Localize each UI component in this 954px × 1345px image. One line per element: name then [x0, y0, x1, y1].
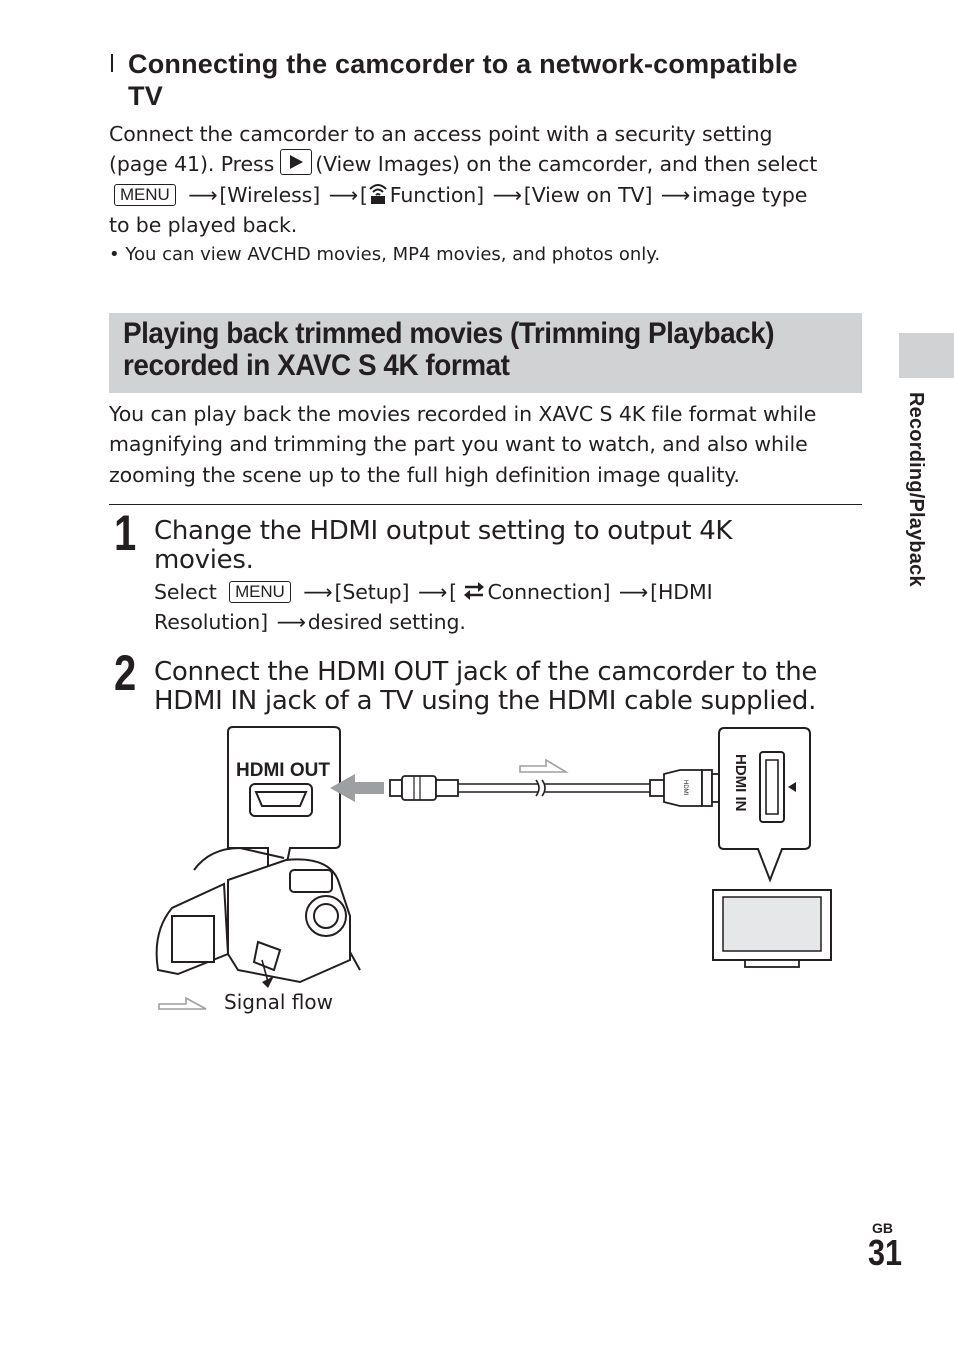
step-heading: [154, 658, 817, 716]
signal-flow-legend-icon: [158, 996, 210, 1014]
arrow-right-icon: ⟶: [618, 580, 649, 604]
text: (page 41). Press: [109, 152, 275, 176]
hdmi-connection-diagram: [150, 720, 840, 995]
hdmi-in-callout: [719, 728, 810, 880]
region-code: GB: [872, 1220, 893, 1236]
arrow-right-icon: ⟶: [492, 183, 522, 207]
menu-key: MENU: [229, 581, 291, 603]
hdmi-out-label: HDMI OUT: [236, 760, 330, 781]
arrow-right-icon: ⟶: [276, 610, 306, 634]
wifi-function-icon: [368, 181, 388, 214]
side-tab-label: Recording/Playback: [905, 392, 927, 587]
menu-key: MENU: [114, 184, 176, 206]
arrow-right-icon: ⟶: [328, 183, 358, 207]
hdmi-in-port-icon: [760, 752, 784, 822]
intro-line: zooming the scene up to the full high definition image quality.: [109, 463, 740, 487]
banner-title-line-1: Playing back trimmed movies (Trimming Playback): [123, 317, 775, 350]
text: [Setup]: [334, 580, 410, 604]
intro-line: You can play back the movies recorded in XAVC S 4K file format while: [109, 402, 817, 426]
arrow-right-icon: ⟶: [303, 580, 333, 604]
hdmi-in-label: HDMI IN: [732, 754, 749, 812]
text: Select: [154, 580, 217, 604]
paragraph-line: MENU ⟶[Wireless] ⟶[ Function] ⟶[View on TV] ⟶image type: [114, 180, 807, 214]
text: Function]: [389, 183, 485, 207]
section-heading: [128, 48, 868, 112]
arrow-right-icon: ⟶: [660, 183, 691, 207]
hdmi-plug: [650, 770, 726, 806]
step-instruction-line: Select MENU ⟶[Setup] ⟶[ Connection] ⟶[HDMI: [154, 577, 713, 611]
page-number: 31: [868, 1232, 903, 1273]
step-instruction-line: [154, 607, 466, 638]
text: Resolution]: [154, 610, 269, 634]
paragraph-line: [109, 149, 817, 180]
play-icon: [280, 149, 312, 175]
hdmi-cable: [458, 780, 650, 796]
step-heading-line-1: Change the HDMI output setting to output 4K: [154, 516, 733, 546]
banner-title-line-2: recorded in XAVC S 4K format: [123, 349, 510, 382]
paragraph-line: [109, 210, 297, 241]
banner-title: [123, 318, 793, 382]
side-tab: [899, 333, 954, 378]
text: [Wireless]: [219, 183, 321, 207]
arrow-right-icon: ⟶: [188, 183, 218, 207]
signal-flow-label: Signal flow: [224, 990, 333, 1014]
text: image type: [692, 183, 808, 207]
step-heading: [154, 517, 732, 575]
text: (View Images) on the camcorder, and then select: [315, 152, 818, 176]
note: • You can view AVCHD movies, MP4 movies, and photos only.: [109, 244, 661, 265]
text: to be played back.: [109, 213, 298, 237]
section-heading-line-2: TV: [128, 81, 163, 111]
text: [View on TV]: [523, 183, 653, 207]
camcorder-icon: [157, 848, 360, 988]
text: [HDMI: [650, 580, 713, 604]
step-heading-line-1: Connect the HDMI OUT jack of the camcorder to the: [154, 657, 818, 687]
micro-hdmi-plug: [390, 776, 458, 800]
divider: [109, 504, 862, 505]
text: desired setting.: [307, 610, 466, 634]
paragraph-line: [109, 119, 772, 150]
arrow-right-icon: ⟶: [417, 580, 448, 604]
heading-marker: [111, 54, 113, 72]
step-heading-line-2: HDMI IN jack of a TV using the HDMI cable supplied.: [154, 686, 817, 716]
step-number: 1: [114, 505, 137, 561]
step-number: 2: [114, 645, 137, 701]
tv-icon: [713, 890, 831, 967]
signal-flow-arrow-icon: [520, 760, 566, 772]
text: Connect the camcorder to an access point with a security setting: [109, 122, 773, 146]
connection-icon: [463, 580, 485, 611]
step-heading-line-2: movies.: [154, 545, 254, 575]
intro-line: magnifying and trimming the part you want to watch, and also while: [109, 432, 808, 456]
text: Connection]: [487, 580, 611, 604]
section-heading-line-1: Connecting the camcorder to a network-compatible: [128, 49, 798, 79]
svg-text:HDMI: HDMI: [682, 780, 688, 796]
